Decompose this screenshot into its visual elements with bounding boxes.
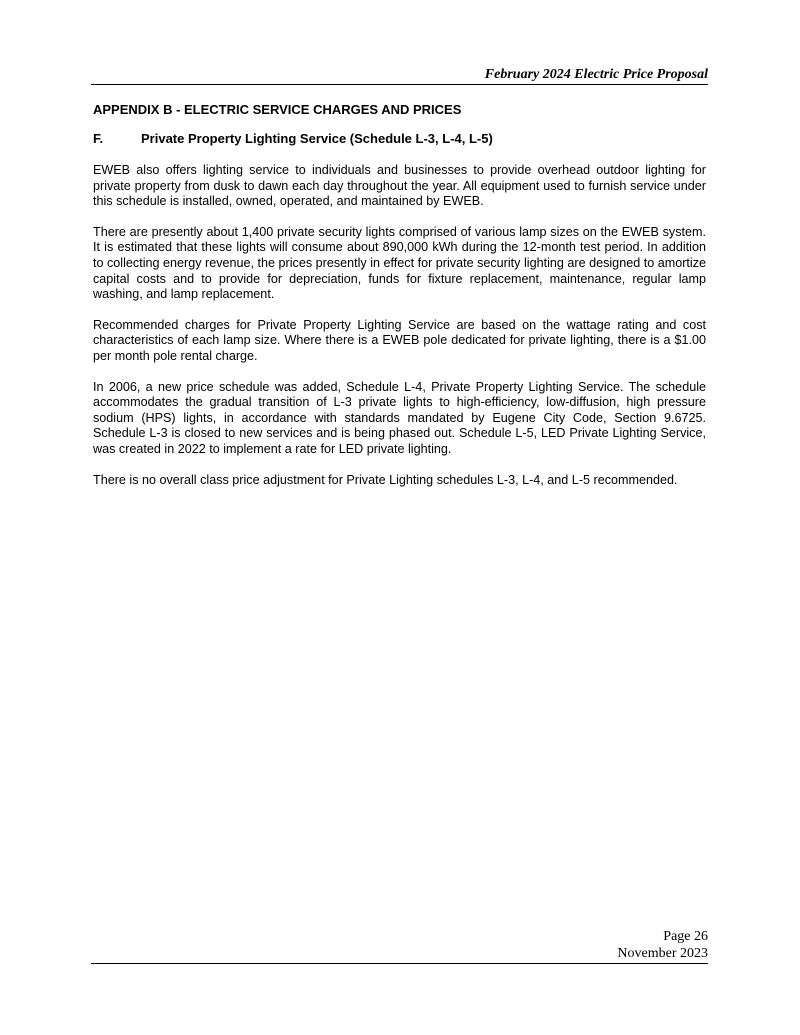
footer-date: November 2023	[617, 946, 708, 961]
paragraph-price-adjustment: There is no overall class price adjustment for Private Lighting schedules L-3, L-4, and L-5 recommended.	[93, 472, 678, 487]
section-heading	[93, 131, 706, 147]
section-letter: F.	[93, 131, 104, 146]
running-header-title: February 2024 Electric Price Proposal	[484, 67, 708, 82]
footer-divider	[91, 963, 708, 964]
paragraph-schedule-history: In 2006, a new price schedule was added, Schedule L-4, Private Property Lighting Service. The schedule accommodates the gradual transition of L-3 private lights to high-efficiency, low-diffusion, high pressure sodium (HPS) lights, in accordance with standards mandated by Eugene City Code, Section 9.6725. Schedule L-3 is closed to new services and is being phased out. Schedule L-5, LED Private Lighting Service, was created in 2022 to implement a rate for LED private lighting.	[93, 379, 706, 456]
footer-page-number: Page 26	[663, 929, 708, 944]
paragraph-recommended-charges: Recommended charges for Private Property Lighting Service are based on the wattage rating and cost characteristics of each lamp size. Where there is a EWEB pole dedicated for private lighting, there is a $1.00 per month pole rental charge.	[93, 317, 706, 363]
paragraph-security-lights: There are presently about 1,400 private security lights comprised of various lamp sizes on the EWEB system. It is estimated that these lights will consume about 890,000 kWh during the 12-month test period. In addition to collecting energy revenue, the prices presently in effect for private security lighting are designed to amortize capital costs and to provide for depreciation, funds for fixture replacement, maintenance, regular lamp washing, and lamp replacement.	[93, 224, 706, 302]
appendix-title: APPENDIX B - ELECTRIC SERVICE CHARGES AND PRICES	[93, 102, 462, 117]
paragraph-service-overview: EWEB also offers lighting service to individuals and businesses to provide overhead outdoor lighting for private property from dusk to dawn each day throughout the year. All equipment used to furnish service under this schedule is installed, owned, operated, and maintained by EWEB.	[93, 163, 706, 209]
section-title: Private Property Lighting Service (Schedule L-3, L-4, L-5)	[141, 131, 493, 146]
header-divider	[91, 84, 708, 85]
page-content	[93, 101, 706, 503]
